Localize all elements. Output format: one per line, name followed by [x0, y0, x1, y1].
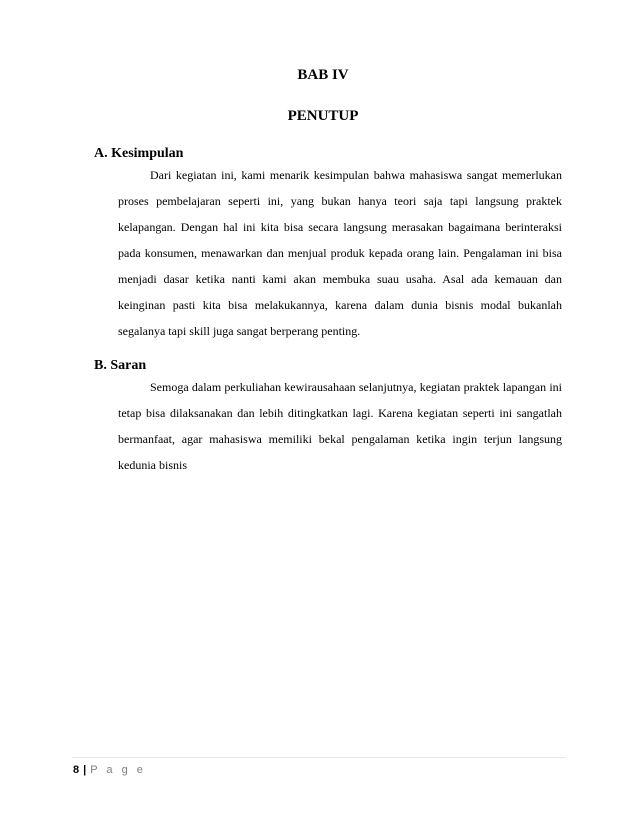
section-body-kesimpulan: Dari kegiatan ini, kami menarik kesimpulan bahwa mahasiswa sangat memerlukan proses pembelajaran seperti ini, yang bukan hanya teori saja tapi langsung praktek kelapangan. Dengan hal ini kita bisa secara langsung merasakan bagaimana berinteraksi pada konsumen, menawarkan dan menjual produk kepada orang lain. Pengalaman ini bisa menjadi dasar ketika nanti kami akan membuka suau usaha. Asal ada kemauan dan keinginan pasti kita bisa melakukannya, karena dalam dunia bisnis modal bukanlah segalanya tapi skill juga sangat berperang penting. — [118, 168, 562, 338]
chapter-subtitle: PENUTUP — [287, 108, 359, 124]
section-heading-kesimpulan: A. Kesimpulan — [94, 146, 184, 161]
chapter-title: BAB IV — [297, 67, 349, 83]
page-label: P a g e — [90, 764, 146, 776]
section-body-saran: Semoga dalam perkuliahan kewirausahaan selanjutnya, kegiatan praktek lapangan ini tetap bisa dilaksanakan dan lebih ditingkatkan lagi. Karena kegiatan seperti ini sangatlah bermanfaat, agar mahasiswa memiliki bekal pengalaman ketika ingin terjun langsung kedunia bisnis — [118, 380, 562, 472]
page-number: 8 — [73, 764, 80, 776]
section-heading-saran: B. Saran — [94, 358, 147, 373]
footer-separator: | — [83, 764, 87, 776]
page-footer — [73, 763, 146, 777]
footer-divider — [72, 757, 566, 758]
